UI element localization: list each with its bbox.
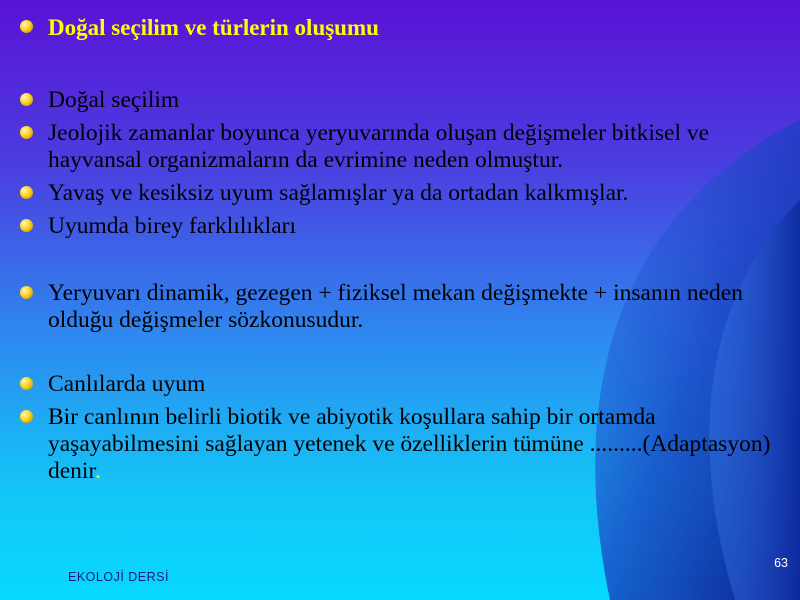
bullet-text: Doğal seçilim	[48, 87, 180, 113]
bullet-text: Yeryuvarı dinamik, gezegen + fiziksel mekan değişmekte + insanın neden olduğu değişmeler sözkonusudur.	[48, 280, 743, 333]
final-dot: .	[95, 458, 101, 484]
bullet-text: Canlılarda uyum	[48, 371, 206, 397]
slide-content	[18, 14, 793, 485]
footer-label: EKOLOJİ DERSİ	[68, 570, 169, 584]
bullet-icon	[20, 377, 33, 390]
bullet-item	[18, 280, 793, 334]
bullet-item	[18, 371, 793, 398]
bullet-icon	[20, 286, 33, 299]
bullet-icon	[20, 410, 33, 423]
slide-title	[18, 14, 793, 41]
bullet-text: Yavaş ve kesiksiz uyum sağlamışlar ya da ortadan kalkmışlar.	[48, 180, 629, 206]
bullet-text: Bir canlının belirli biotik ve abiyotik koşullara sahip bir ortamda yaşayabilmesini sağlayan yetenek ve özelliklerin tümüne .........(Adaptasyon) denir	[48, 404, 771, 484]
bullet-item	[18, 404, 793, 485]
bullet-icon	[20, 20, 33, 33]
bullet-icon	[20, 93, 33, 106]
bullet-icon	[20, 186, 33, 199]
bullet-item	[18, 87, 793, 114]
bullet-item	[18, 180, 793, 207]
page-number: 63	[774, 556, 788, 570]
bullet-text: Uyumda birey farklılıkları	[48, 213, 296, 239]
bullet-text: Jeolojik zamanlar boyunca yeryuvarında oluşan değişmeler bitkisel ve hayvansal organizmaların da evrimine neden olmuştur.	[48, 120, 710, 173]
slide-title-text: Doğal seçilim ve türlerin oluşumu	[48, 15, 379, 40]
bullet-item	[18, 120, 793, 174]
bullet-icon	[20, 219, 33, 232]
bullet-icon	[20, 126, 33, 139]
bullet-item	[18, 213, 793, 240]
